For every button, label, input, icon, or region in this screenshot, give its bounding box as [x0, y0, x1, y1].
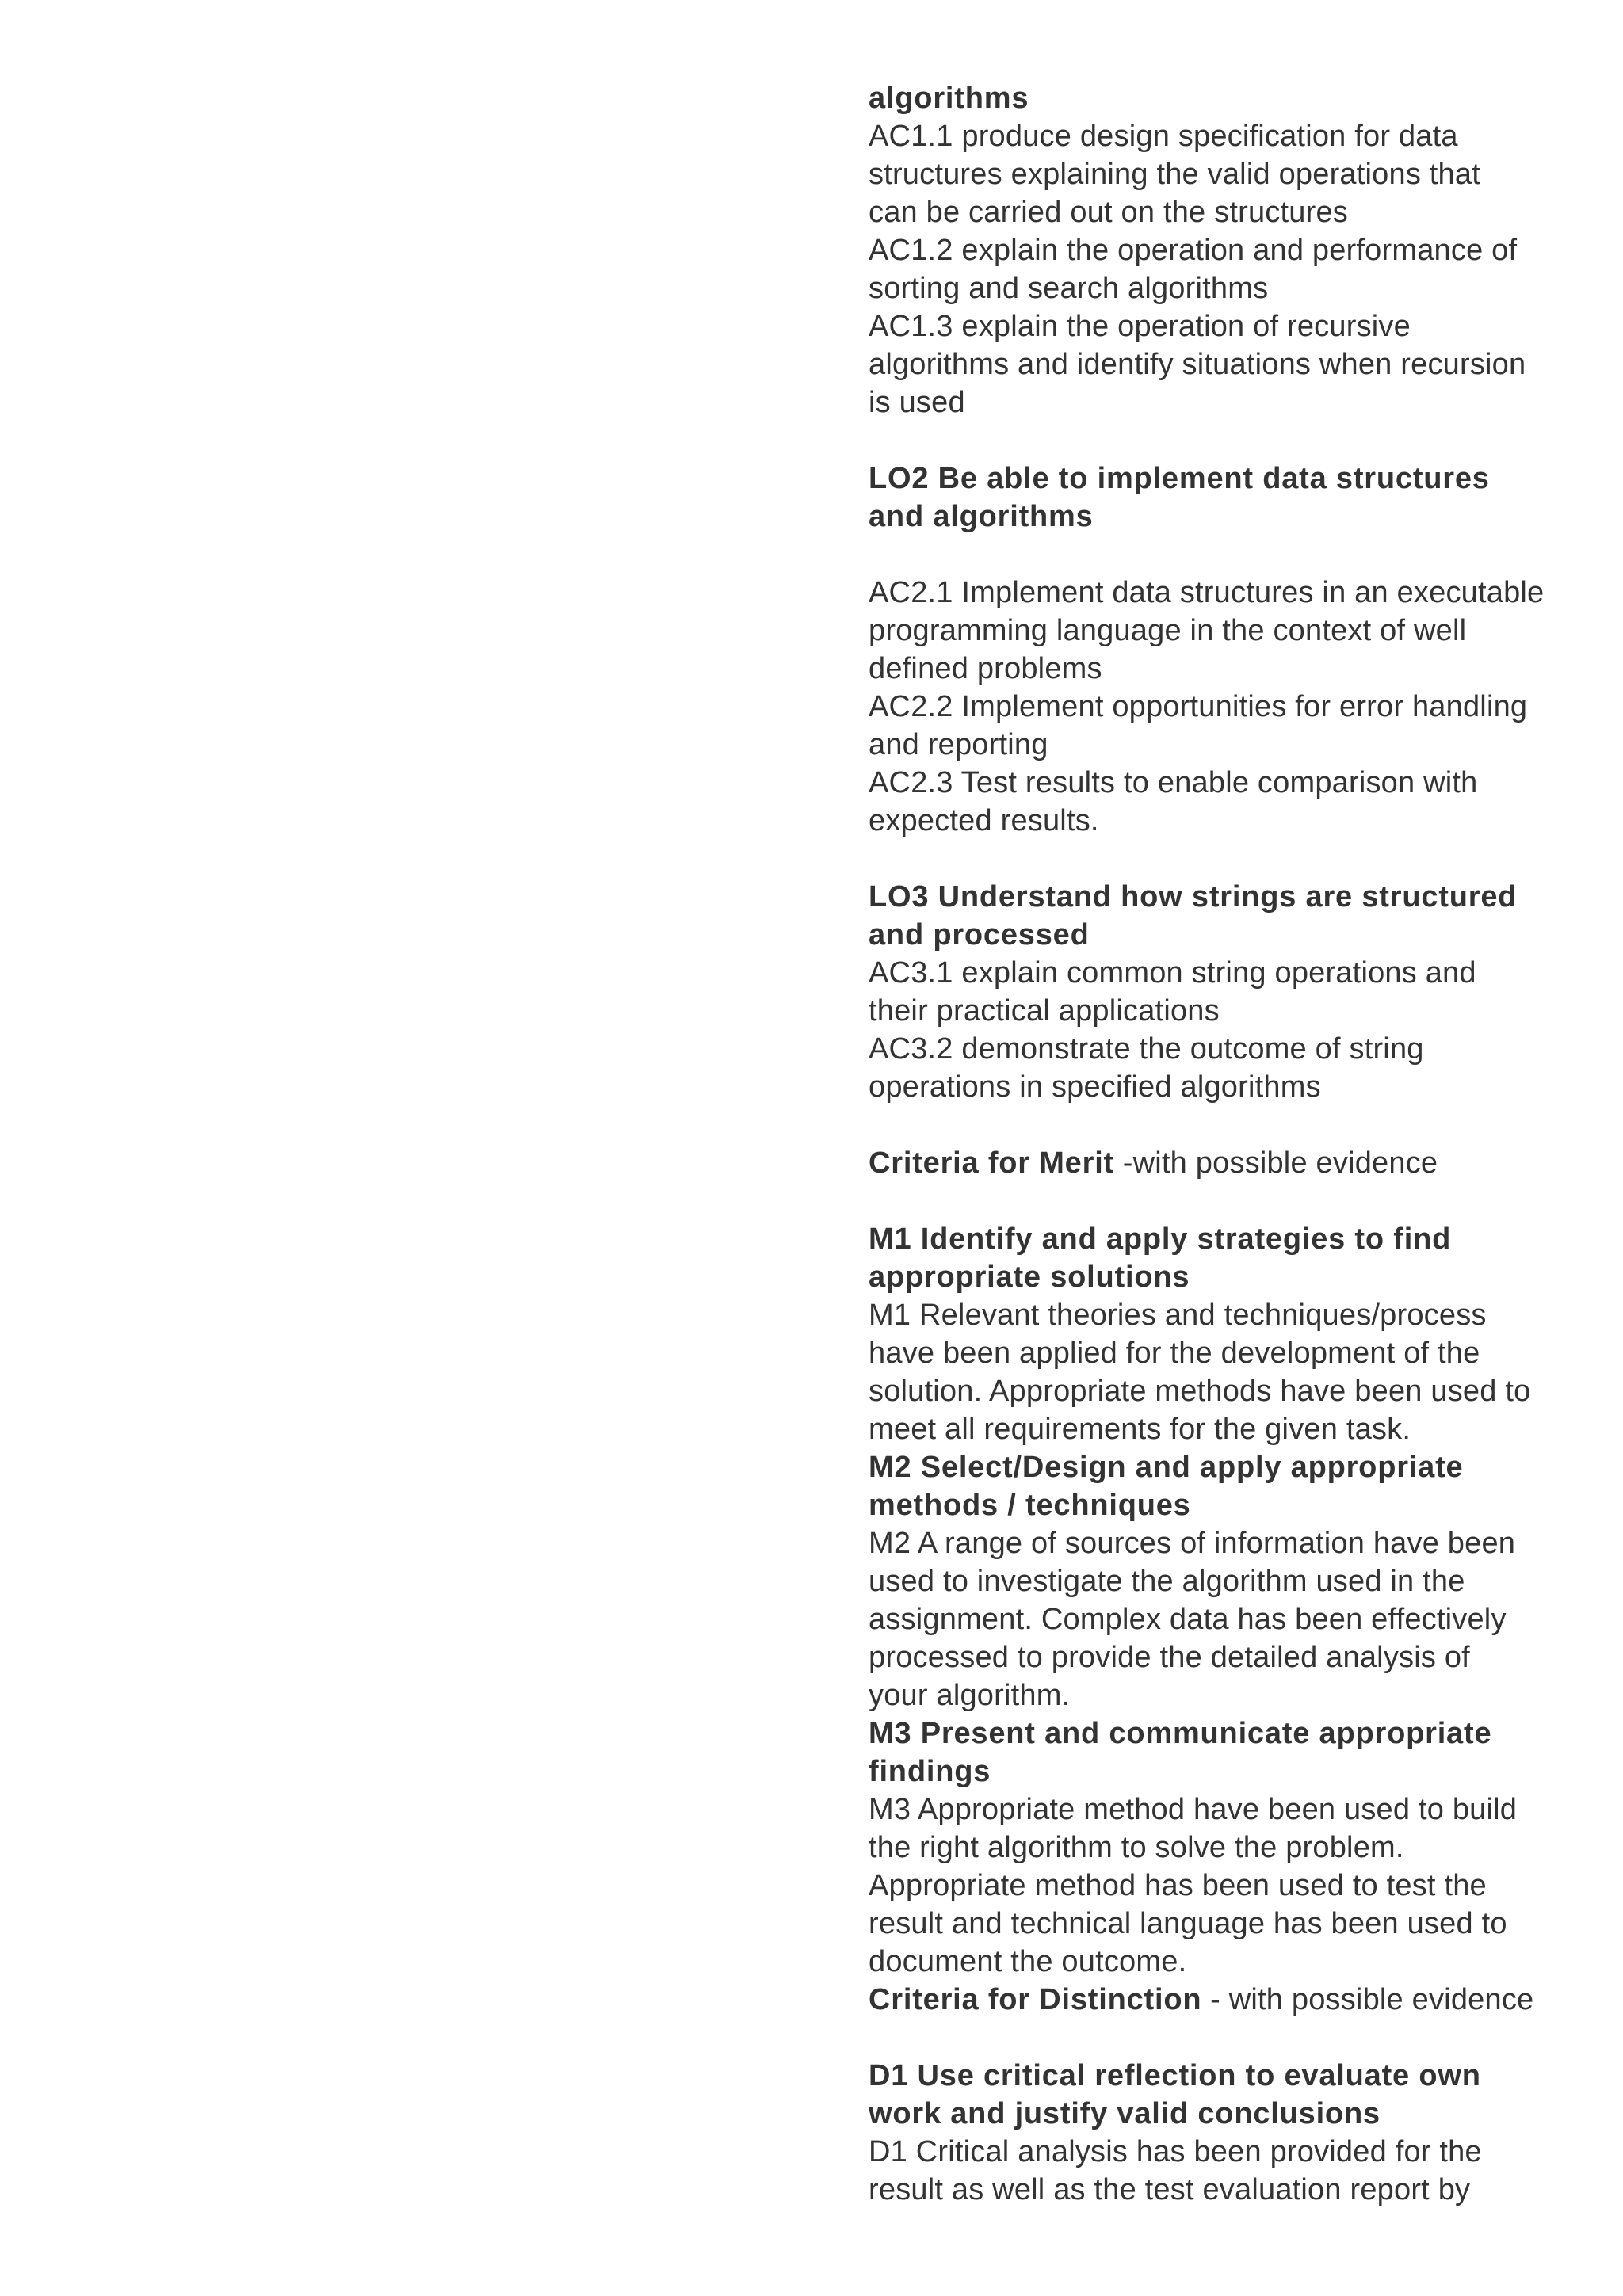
body-text-line: processed to provide the detailed analysis of [869, 1641, 1470, 1674]
criteria-heading: Criteria for Merit [869, 1146, 1115, 1180]
section-heading-line: and algorithms [869, 500, 1094, 533]
body-text-line: result and technical language has been used to [869, 1907, 1507, 1940]
body-text-line: defined problems [869, 652, 1102, 685]
body-text-line: can be carried out on the structures [869, 196, 1348, 229]
body-text-line: meet all requirements for the given task. [869, 1413, 1411, 1446]
body-text-line: AC2.1 Implement data structures in an executable [869, 576, 1545, 609]
section-heading-line: D1 Use critical reflection to evaluate own [869, 2059, 1481, 2092]
body-text-line: the right algorithm to solve the problem. [869, 1831, 1404, 1864]
body-text-line: document the outcome. [869, 1945, 1187, 1978]
body-text-line: Appropriate method has been used to test the [869, 1869, 1487, 1902]
criteria-heading-note: - with possible evidence [1201, 1983, 1534, 2016]
paragraph-gap [869, 2019, 1566, 2057]
section-heading-line: LO2 Be able to implement data structures [869, 462, 1490, 495]
paragraph-gap [869, 536, 1566, 574]
paragraph-gap [869, 1106, 1566, 1144]
section-heading-line: M1 Identify and apply strategies to find [869, 1222, 1452, 1256]
criteria-heading-line [869, 1144, 1566, 1182]
section-heading-line: and processed [869, 918, 1090, 952]
body-text-line: AC2.2 Implement opportunities for error handling [869, 690, 1528, 723]
body-text-line: AC1.3 explain the operation of recursive [869, 310, 1411, 343]
body-text-line: their practical applications [869, 994, 1220, 1028]
criteria-heading: Criteria for Distinction [869, 1983, 1202, 2016]
section-heading-line: appropriate solutions [869, 1261, 1190, 1294]
body-text-line: have been applied for the development of the [869, 1337, 1480, 1370]
body-text-line: AC1.1 produce design specification for data [869, 120, 1458, 153]
body-text-line: your algorithm. [869, 1679, 1071, 1712]
section-heading-line: M2 Select/Design and apply appropriate [869, 1451, 1464, 1484]
body-text-line: operations in specified algorithms [869, 1070, 1321, 1104]
body-text-line: and reporting [869, 728, 1048, 761]
body-text-line: AC3.1 explain common string operations and [869, 956, 1476, 990]
body-text-line: M1 Relevant theories and techniques/process [869, 1299, 1487, 1332]
criteria-heading-line [869, 1981, 1566, 2019]
section-heading-line: algorithms [869, 82, 1029, 115]
body-text-line: AC1.2 explain the operation and performance of [869, 234, 1518, 267]
section-heading-line: findings [869, 1755, 991, 1788]
section-heading-line: methods / techniques [869, 1489, 1191, 1522]
paragraph-gap [869, 840, 1566, 878]
section-heading-line: LO3 Understand how strings are structured [869, 880, 1518, 913]
body-text-line: structures explaining the valid operations that [869, 158, 1480, 191]
body-text-line: is used [869, 386, 965, 419]
body-text-line: AC2.3 Test results to enable comparison with [869, 766, 1478, 799]
body-text-line: M3 Appropriate method have been used to build [869, 1793, 1518, 1826]
body-text-line: programming language in the context of well [869, 614, 1467, 647]
criteria-heading-note: -with possible evidence [1114, 1146, 1438, 1180]
text-column [869, 79, 1566, 2209]
paragraph-gap [869, 421, 1566, 460]
body-text-line: assignment. Complex data has been effectively [869, 1603, 1507, 1636]
body-text-line: sorting and search algorithms [869, 272, 1269, 305]
body-text-line: AC3.2 demonstrate the outcome of string [869, 1032, 1424, 1066]
body-text-line: result as well as the test evaluation report by [869, 2173, 1471, 2206]
body-text-line: solution. Appropriate methods have been used to [869, 1375, 1531, 1408]
body-text-line: M2 A range of sources of information have been [869, 1527, 1516, 1560]
body-text-line: algorithms and identify situations when recursion [869, 348, 1526, 381]
section-heading-line: M3 Present and communicate appropriate [869, 1717, 1492, 1750]
body-text-line: D1 Critical analysis has been provided for the [869, 2135, 1482, 2168]
section-heading-line: work and justify valid conclusions [869, 2097, 1381, 2130]
body-text-line: used to investigate the algorithm used in the [869, 1565, 1465, 1598]
body-text-line: expected results. [869, 804, 1099, 837]
paragraph-gap [869, 1182, 1566, 1220]
